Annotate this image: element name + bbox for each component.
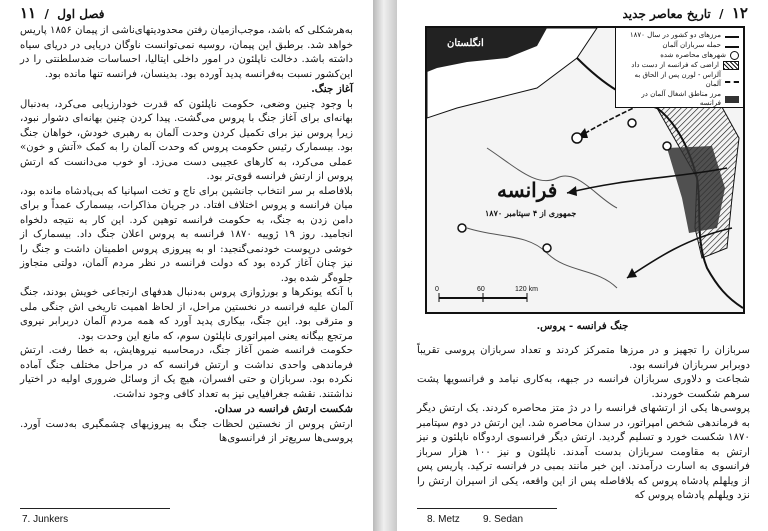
besieged-city-marker (458, 224, 466, 232)
legend-label: مرزهای دو کشور در سال ۱۸۷۰ (629, 31, 721, 39)
footnote: 7. Junkers (22, 514, 69, 525)
besieged-city-marker (628, 119, 636, 127)
arrow-head (567, 186, 577, 196)
chapter-title: فصل اول (57, 7, 105, 21)
subheading: آغاز جنگ. (311, 83, 353, 95)
legend-arrow-icon (725, 46, 739, 48)
map-label-france: فرانسه (497, 178, 558, 202)
legend-label: اراضی که فرانسه از دست داد (631, 61, 719, 69)
legend-hatch-icon (723, 61, 739, 70)
war-map (425, 26, 745, 314)
paragraph: با آنکه یونکرها و بورژوازی پروس به‌دنبال هدفهای ارتجاعی خویش بودند، جنگ آلمان علیه فرانسه در نخستین مراحل، از لحاظ اهمیت تاریخی اش جنگی ملی و مترقی بود. این جنگ، بیکاری پدید آورد که همه مردم آلمان دربرابر نیروی مرتجع بیگانه یعنی امپراتوری ناپلئون سوم، که مانع این وحدت بود. (20, 287, 353, 342)
besieged-city-marker (572, 133, 582, 143)
right-page (397, 0, 768, 531)
legend-item (620, 51, 739, 60)
paragraph: شجاعت و دلاوری سربازان فرانسه در جبهه، به‌کاری نیامد و فرانسویها پشت سرهم شکست خوردند. (417, 374, 750, 400)
legend-dark-fill-icon (725, 96, 739, 103)
map-legend (615, 28, 743, 108)
scale-label: 60 (477, 286, 485, 293)
right-body-text (417, 344, 750, 504)
footnote-rule (417, 508, 557, 509)
legend-dashed-line-icon (725, 81, 739, 83)
legend-label: حمله سربازان آلمان (662, 41, 721, 49)
footnote: 8. Metz (427, 514, 460, 525)
legend-line-icon (725, 36, 739, 38)
legend-item (620, 41, 739, 50)
legend-label: مرز مناطق اشغال آلمان در فرانسه (641, 90, 721, 107)
paragraph: حکومت فرانسه ضمن آغاز جنگ، درمحاسبه نیروهایش، به خطا رفت. ارتش فرماندهی واحدی نداشت و ارتش فرانسه که در مراحل مختلف جنگ آماده نکرده بود. سربازان و حتی افسران، هیچ یک از وسائل ضروری اولیه در اختیار نداشتند. نقشه جغرافیایی نیز به تعداد کافی وجود نداشت. (20, 345, 353, 400)
legend-item (620, 31, 739, 40)
left-page-header: فصل اول / ۱۱ (20, 4, 105, 22)
map-label-date: جمهوری از ۴ سپتامبر ۱۸۷۰ (485, 208, 577, 218)
scale-label: 120 km (515, 286, 538, 293)
legend-item (620, 71, 739, 89)
footnote-rule (20, 508, 170, 509)
page-number: ۱۲ (731, 4, 748, 22)
besieged-city-marker (543, 244, 551, 252)
left-page (0, 0, 373, 531)
legend-item (620, 90, 739, 108)
map-caption: جنگ فرانسه - پروس. (536, 321, 629, 332)
paragraph: ارتش پروس از نخستین لحظات جنگ به پیروزیهای چشمگیری به‌دست آورد. پروسی‌ها سریع‌تر از فرانسوی‌ها (20, 418, 353, 444)
book-title: تاریخ معاصر جدید (622, 7, 711, 21)
map-label-england: انگلستان (447, 38, 484, 49)
besieged-city-marker (663, 142, 671, 150)
paragraph: به‌هرشکلی که باشد، موجب‌ازمیان رفتن محدودیتهای‌ناشی از پیمان ۱۸۵۶ پاریس خواهد شد. برطبق این پیمان، روسیه نمی‌توانست ناوگان دریایی در دریای سیاه داشته باشد. دخالت ناپلئون در امور داخلی ایتالیا، احساسات ضدسلطنتی را در این‌کشور نسبت به‌فرانسه پدید آورده بود. بدینسان، فرانسه تنها مانده بود. (20, 25, 353, 80)
legend-item (620, 61, 739, 70)
paragraph: پروسی‌ها یکی از ارتشهای فرانسه را در دژ متز محاصره کردند. یک ارتش دیگر به فرماندهی شخص امپراتور، در سدان محاصره شد. این ارتش در دوم سپتامبر ۱۸۷۰ شکست خورد و تسلیم گردید. ارتش دیگر فرانسوی اردوگاه ناپلئون و نیز ارتش به مقاومت سربازان بدست آمدند. ناپلئون و نیز ۱۰۰ هزار سرباز فرانسوی به اسارت درآمدند. این خبر مانند بمبی در فرانسه ترکید. پاریس پس از ویلهلم پادشاه پروس که بلافاصله پس از این واقعه، یکی از اسیران ارتش را نزد ویلهلم پادشاه پروس که (417, 403, 750, 501)
river (467, 228, 617, 288)
scale-label: 0 (435, 286, 439, 293)
legend-label: آلزاس - لورن پس از الحاق به آلمان (634, 71, 721, 88)
paragraph: سربازان را تجهیز و در مرزها متمرکز کردند و تعداد سربازان پروسی تقریباً دوبرابر سربازان فرانسه بود. (417, 345, 750, 371)
left-body-text (20, 24, 353, 447)
right-page-header: ۱۲ / تاریخ معاصر جدید (622, 4, 748, 22)
book-gutter (373, 0, 397, 531)
paragraph: بلافاصله بر سر انتخاب جانشین برای تاج و تخت اسپانیا که بی‌پادشاه مانده بود، میان فرانسه و پروس اختلاف افتاد. در جریان مذاکرات، بیسمارک عمداً و برای دامن زدن به جنگ، به حکومت فرانسه توهین کرد. این کار به نتیجه دلخواه انجامید. روز ۱۹ ژوییه ۱۸۷۰ فرانسه به پروس اعلان جنگ داد. بیسمارک از خوشی درپوست خودنمی‌گنجید: او به پیروزی پروس اطمینان داشت و جنگ را نیز چنان آغاز کرده بود که دولت فرانسه در نظر مردم آلمان، دولتی متجاوز جلوه‌گر شده بود. (20, 185, 353, 284)
paragraph: با وجود چنین وضعی، حکومت ناپلئون که قدرت خودارزیابی می‌کرد، به‌دنبال بهانه‌ای برای آغاز جنگ با پروس می‌گشت. پیدا کردن چنین بهانه‌ای دشوار نبود، زیرا پروس نیز برای تکمیل کردن وحدت آلمان به رهبری خودش، خواهان جنگ بود. بیسمارک رئیس حکومت پروس که وحدت آلمان را به کمک «آتش و خون» عملی می‌کرد، به کارهای عجیبی دست می‌زد. او خوب می‌دانست که ارتش پروس از ارتش فرانسه قوی‌تر بود. (20, 98, 353, 182)
footnote: 9. Sedan (483, 514, 524, 525)
legend-circle-icon (730, 51, 739, 60)
page-number: ۱۱ (20, 4, 37, 22)
subheading: شکست ارتش فرانسه در سدان. (214, 403, 353, 415)
legend-label: شهرهای محاصره شده (660, 51, 726, 59)
